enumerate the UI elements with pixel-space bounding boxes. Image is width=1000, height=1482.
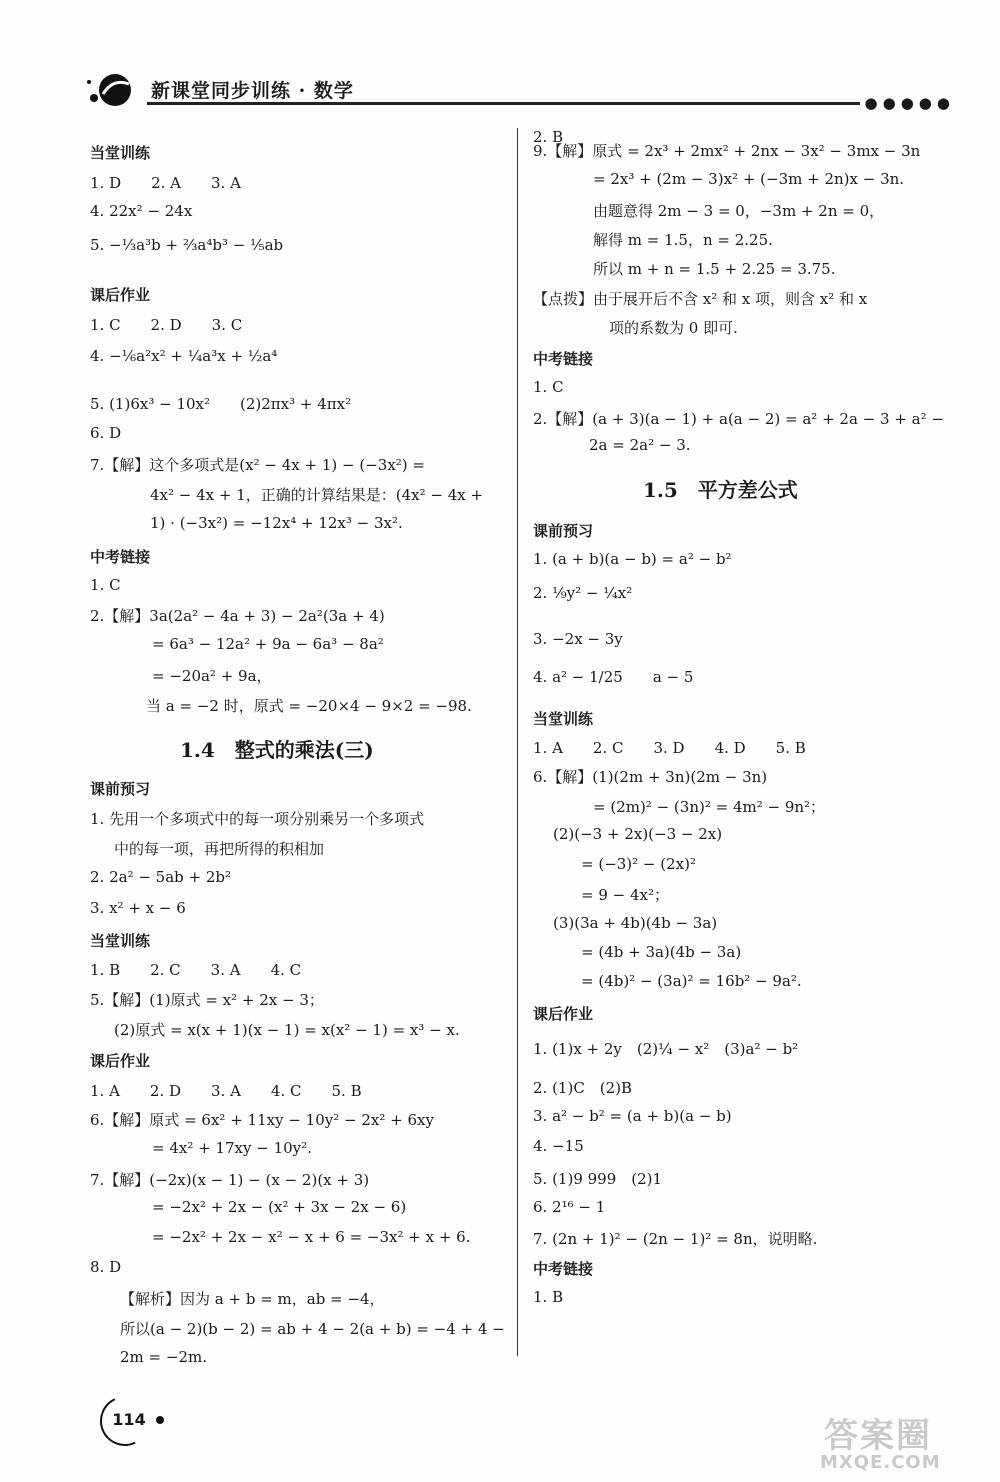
left-answer-line: 5. (1)6x³ − 10x² (2)2πx³ + 4πx² (90, 395, 352, 413)
right-answer-line: = (4b + 3a)(4b − 3a) (581, 943, 742, 961)
left-section-label: 课后作业 (90, 1052, 151, 1070)
right-section-label: 中考链接 (533, 1260, 594, 1278)
left-answer-line: 4x² − 4x + 1，正确的计算结果是：(4x² − 4x + (150, 486, 484, 504)
left-answer-line: (2)原式 = x(x + 1)(x − 1) = x(x² − 1) = x³ − x. (114, 1021, 460, 1039)
left-answer-line: 4. −⅙a²x² + ¼a³x + ½a⁴ (90, 347, 278, 365)
right-section-label: 当堂训练 (533, 710, 594, 728)
page-header (85, 70, 955, 110)
watermark (820, 1408, 990, 1478)
left-answer-line: 2m = −2m. (120, 1348, 207, 1366)
left-answer-line: = −2x² + 2x − (x² + 3x − 2x − 6) (152, 1198, 407, 1216)
right-answer-line: 所以 m + n = 1.5 + 2.25 = 3.75. (593, 260, 836, 278)
right-answer-line: 6.【解】(1)(2m + 3n)(2m − 3n) (533, 768, 768, 786)
left-answer-line: 1. C (90, 576, 121, 594)
left-answer-line: 1. 先用一个多项式中的每一项分别乘另一个多项式 (90, 810, 425, 828)
left-answer-line: = 4x² + 17xy − 10y². (152, 1139, 312, 1157)
right-answer-line: 1. (1)x + 2y (2)¼ − x² (3)a² − b² (533, 1040, 799, 1058)
right-answer-line: 6. 2¹⁶ − 1 (533, 1198, 606, 1216)
left-answer-line: 当 a = −2 时，原式 = −20×4 − 9×2 = −98. (146, 697, 472, 715)
right-answer-line: (3)(3a + 4b)(4b − 3a) (553, 914, 718, 932)
left-answer-line: 6.【解】原式 = 6x² + 11xy − 10y² − 2x² + 6xy (90, 1111, 434, 1129)
left-answer-line: 中的每一项，再把所得的积相加 (114, 840, 325, 858)
left-answer-line: 1. C 2. D 3. C (90, 316, 243, 334)
right-answer-line: 1. A 2. C 3. D 4. D 5. B (533, 739, 806, 757)
left-section-label: 中考链接 (90, 548, 151, 566)
left-answer-line: 1. D 2. A 3. A (90, 174, 241, 192)
right-answer-line: = (−3)² − (2x)² (581, 855, 696, 873)
left-answer-line: 7.【解】(−2x)(x − 1) − (x − 2)(x + 3) (90, 1171, 370, 1189)
left-answer-line: 所以(a − 2)(b − 2) = ab + 4 − 2(a + b) = −4 + 4 − (120, 1320, 505, 1338)
left-section-label: 当堂训练 (90, 144, 151, 162)
right-section-label: 课后作业 (533, 1005, 594, 1023)
right-answer-line: = (2m)² − (3n)² = 4m² − 9n²； (593, 798, 826, 816)
right-answer-line: 2. (1)C (2)B (533, 1079, 633, 1097)
left-answer-line: 7.【解】这个多项式是(x² − 4x + 1) − (−3x²) = (90, 456, 425, 474)
left-answer-line: 1. B 2. C 3. A 4. C (90, 961, 302, 979)
right-answer-line: 1. C (533, 378, 564, 396)
page-number: 114 (112, 1410, 146, 1429)
right-answer-line: 【点拨】由于展开后不含 x² 和 x 项，则含 x² 和 x (533, 290, 868, 308)
right-answer-line: 5. (1)9 999 (2)1 (533, 1170, 663, 1188)
right-section-label: 课前预习 (533, 522, 594, 540)
left-answer-line: 2.【解】3a(2a² − 4a + 3) − 2a²(3a + 4) (90, 607, 385, 625)
column-divider (517, 128, 518, 1356)
left-section-label: 课前预习 (90, 780, 151, 798)
left-section-heading: 1.4 整式的乘法(三) (180, 738, 374, 762)
right-answer-line: 项的系数为 0 即可. (609, 319, 738, 337)
right-answer-line: (2)(−3 + 2x)(−3 − 2x) (553, 825, 723, 843)
left-answer-line: 2. 2a² − 5ab + 2b² (90, 868, 232, 886)
left-section-label: 课后作业 (90, 286, 151, 304)
left-answer-line: 3. x² + x − 6 (90, 899, 186, 917)
left-answer-line: 1. A 2. D 3. A 4. C 5. B (90, 1082, 362, 1100)
left-answer-line: 5. −⅓a³b + ⅔a⁴b³ − ⅕ab (90, 236, 284, 254)
right-answer-line: 1. (a + b)(a − b) = a² − b² (533, 550, 732, 568)
right-answer-line: = 2x³ + (2m − 3)x² + (−3m + 2n)x − 3n. (593, 170, 905, 188)
right-answer-line: 3. −2x − 3y (533, 630, 623, 648)
right-answer-line: = (4b)² − (3a)² = 16b² − 9a². (581, 972, 802, 990)
book-logo-icon (85, 72, 135, 108)
header-rule (147, 102, 860, 105)
right-answer-line: 由题意得 2m − 3 = 0，−3m + 2n = 0， (593, 202, 885, 220)
right-answer-line: 9.【解】原式 = 2x³ + 2mx² + 2nx − 3x² − 3mx − 3n (533, 142, 921, 160)
right-answer-line: 2. ⅑y² − ¼x² (533, 584, 633, 602)
watermark-bottom: MXQE.COM (820, 1452, 941, 1473)
right-answer-line: = 9 − 4x²； (581, 886, 670, 904)
right-answer-line: 1. B (533, 1288, 564, 1306)
right-answer-line: 2.【解】(a + 3)(a − 1) + a(a − 2) = a² + 2a − 3 + a² − (533, 410, 944, 428)
right-answer-line: 2. B (533, 128, 564, 146)
left-answer-line: 【解析】因为 a + b = m，ab = −4， (120, 1290, 385, 1308)
right-answer-line: 4. −15 (533, 1137, 584, 1155)
left-answer-line: 5.【解】(1)原式 = x² + 2x − 3； (90, 991, 324, 1009)
left-answer-line: = 6a³ − 12a² + 9a − 6a³ − 8a² (152, 635, 384, 653)
left-answer-line: = −2x² + 2x − x² − x + 6 = −3x² + x + 6. (152, 1228, 471, 1246)
left-section-label: 当堂训练 (90, 932, 151, 950)
left-answer-line: 1) · (−3x²) = −12x⁴ + 12x³ − 3x². (150, 514, 403, 532)
right-answer-line: 解得 m = 1.5，n = 2.25. (593, 231, 773, 249)
left-answer-line: = −20a² + 9a， (152, 667, 272, 685)
right-section-heading: 1.5 平方差公式 (643, 478, 798, 502)
left-answer-line: 8. D (90, 1258, 122, 1276)
right-answer-line: 2a = 2a² − 3. (589, 436, 691, 454)
watermark-top: 答案圈 (824, 1416, 932, 1456)
right-section-label: 中考链接 (533, 350, 594, 368)
header-title: 新课堂同步训练 · 数学 (151, 80, 354, 102)
right-answer-line: 3. a² − b² = (a + b)(a − b) (533, 1107, 732, 1125)
header-dots: ●●●●● (864, 94, 955, 112)
page-number-badge (100, 1396, 148, 1444)
page-number-dot (156, 1416, 164, 1424)
right-answer-line: 4. a² − 1/25 a − 5 (533, 668, 694, 686)
left-answer-line: 4. 22x² − 24x (90, 202, 193, 220)
left-answer-line: 6. D (90, 424, 122, 442)
right-answer-line: 7. (2n + 1)² − (2n − 1)² = 8n，说明略. (533, 1230, 818, 1248)
